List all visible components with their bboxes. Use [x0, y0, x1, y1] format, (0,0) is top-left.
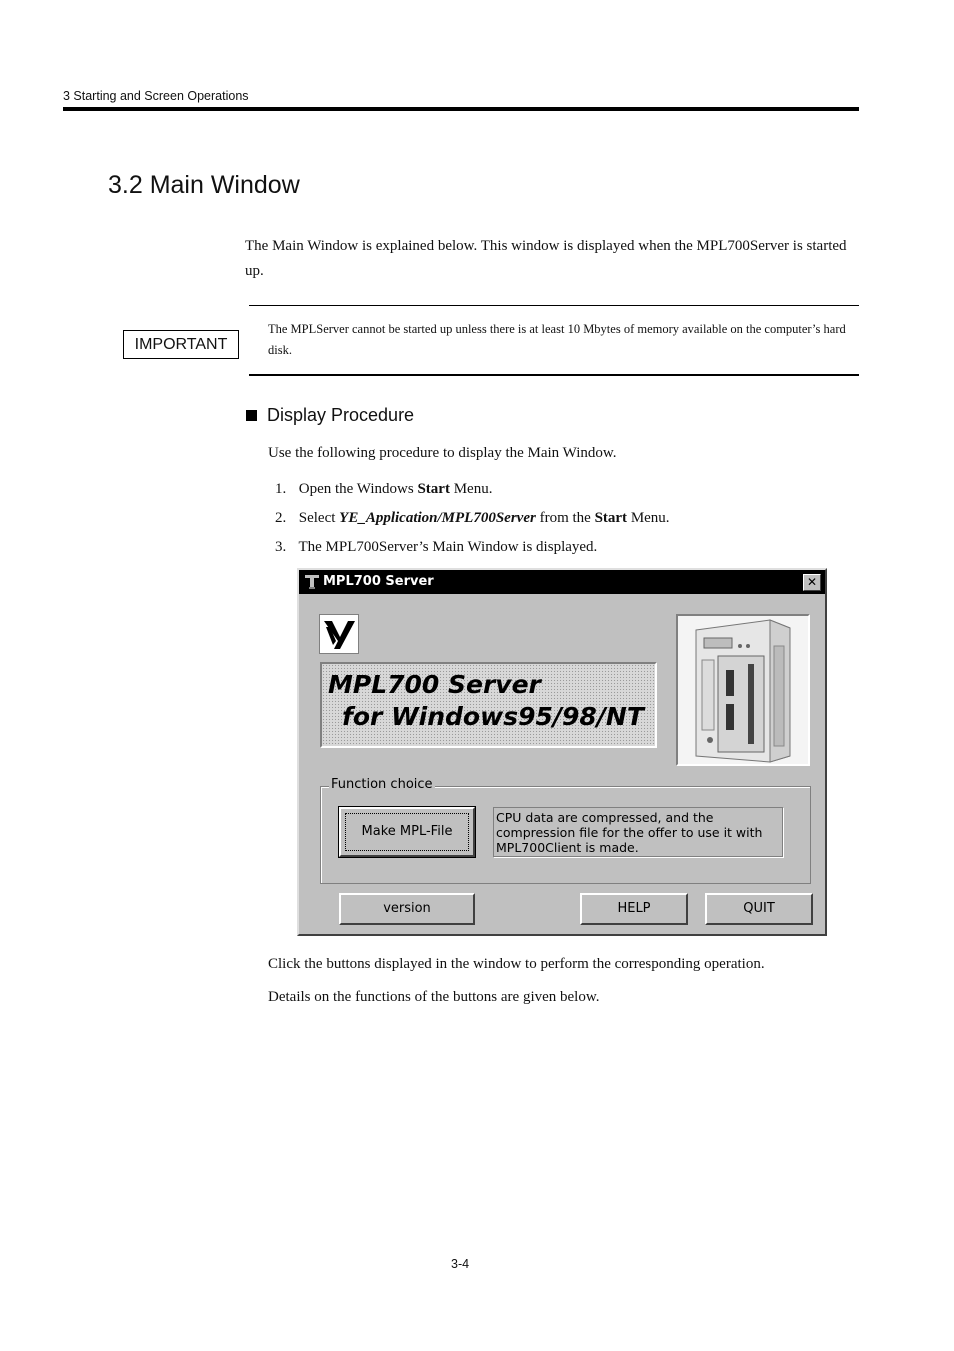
intro-paragraph: The Main Window is explained below. This window is displayed when the MPL700Server is started up.	[245, 238, 847, 279]
step-2	[275, 507, 670, 536]
step-text: Select	[298, 510, 340, 526]
step-1	[275, 478, 670, 507]
important-text: The MPLServer cannot be started up unless there is at least 10 Mbytes of memory available on the computer’s hard disk.	[268, 322, 846, 357]
window-title: MPL700 Server	[323, 574, 434, 589]
step-number: 1.	[275, 481, 287, 497]
step-text: Menu.	[449, 481, 493, 497]
important-bottom-rule	[249, 374, 859, 376]
make-mpl-file-button[interactable]	[339, 807, 475, 857]
product-banner	[320, 662, 657, 748]
version-button[interactable]: version	[339, 893, 475, 925]
page-number: 3-4	[451, 1257, 470, 1271]
step-3	[275, 536, 670, 565]
important-top-rule	[249, 305, 859, 306]
quit-button[interactable]: QUIT	[705, 893, 813, 925]
step-text: The MPL700Server’s Main Window is displayed.	[298, 539, 598, 555]
procedure-heading-text: Display Procedure	[267, 405, 415, 425]
step-text: from the	[535, 510, 595, 526]
company-logo-icon	[319, 614, 359, 654]
square-bullet-icon	[246, 410, 257, 421]
important-label: IMPORTANT	[123, 330, 239, 359]
procedure-steps	[275, 478, 670, 565]
procedure-intro: Use the following procedure to display the Main Window.	[268, 445, 617, 461]
function-description: CPU data are compressed, and the compression file for the offer to use it with MPL700Client is made.	[493, 807, 783, 857]
make-mpl-file-label: Make MPL-File	[361, 824, 453, 839]
step-menu-path: YE_Application/MPL700Server	[339, 510, 536, 526]
banner-line-1: MPL700 Server	[328, 670, 541, 699]
after-text-1: Click the buttons displayed in the window to perform the corresponding operation.	[268, 956, 765, 972]
step-text: Open the Windows	[298, 481, 418, 497]
step-number: 3.	[275, 539, 287, 555]
help-button[interactable]: HELP	[580, 893, 688, 925]
running-head: 3 Starting and Screen Operations	[63, 89, 249, 103]
section-title: 3.2 Main Window	[108, 171, 300, 199]
close-button[interactable]: ✕	[803, 574, 821, 591]
step-text: Menu.	[627, 510, 670, 526]
step-bold: Start	[417, 481, 450, 497]
after-text-2: Details on the functions of the buttons are given below.	[268, 989, 600, 1005]
window-titlebar[interactable]	[299, 570, 825, 594]
header-rule	[63, 107, 859, 111]
function-choice-label: Function choice	[331, 777, 433, 792]
focus-rectangle	[345, 813, 469, 851]
mpl700-main-window	[297, 568, 827, 936]
controller-device-image	[676, 614, 810, 766]
banner-line-2: for Windows95/98/NT	[342, 702, 644, 731]
procedure-heading	[246, 405, 414, 426]
step-number: 2.	[275, 510, 287, 526]
app-icon	[303, 573, 321, 591]
step-bold: Start	[594, 510, 628, 526]
